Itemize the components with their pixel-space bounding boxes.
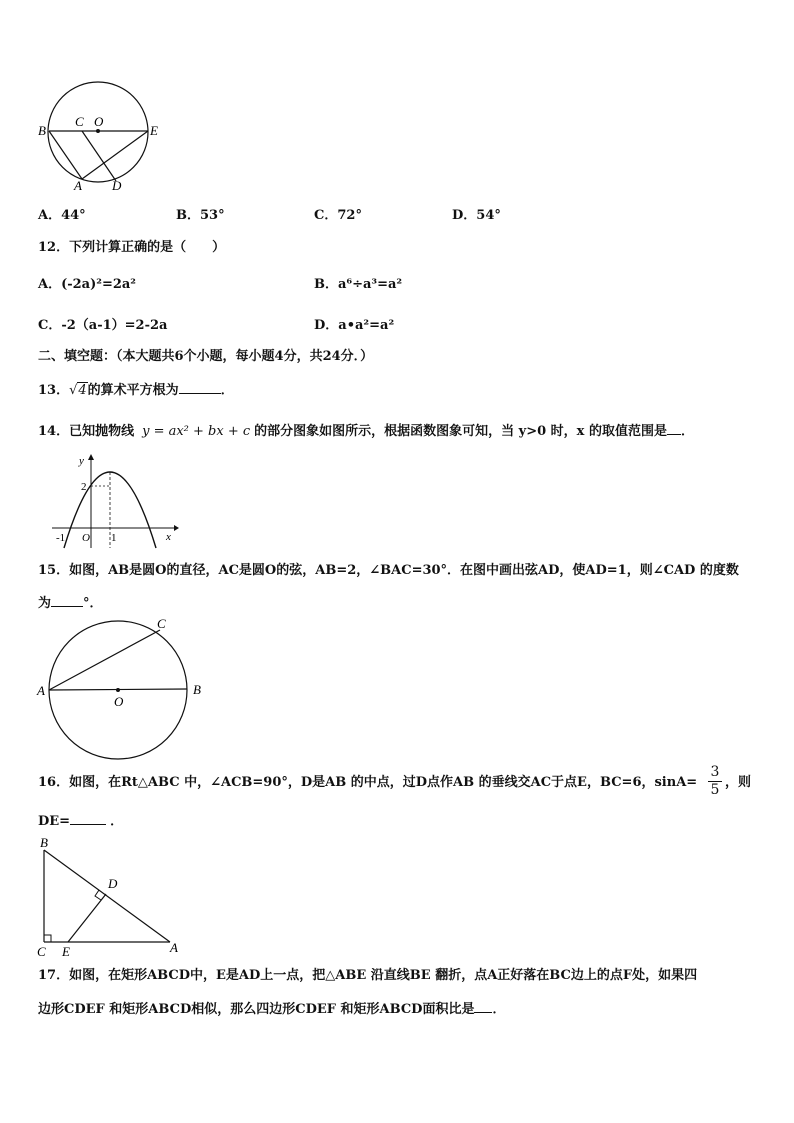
q11-option-a: A．44°	[38, 208, 86, 223]
label-C: C	[37, 944, 46, 959]
label-B: B	[193, 682, 201, 697]
q11-option-b: B．53°	[176, 208, 225, 223]
label-B: B	[38, 123, 46, 138]
q13	[38, 381, 234, 399]
q13-suffix: 的算术平方根为	[87, 383, 179, 398]
q17-line2-end: ．	[492, 1002, 506, 1017]
label-O: O	[94, 114, 104, 129]
label-D: D	[112, 178, 122, 193]
q11-option-d: D．54°	[452, 208, 501, 223]
graph-label-2: 2	[81, 481, 87, 493]
q15-answer-blank[interactable]	[51, 594, 83, 607]
label-O: O	[114, 694, 124, 709]
graph-label-1: 1	[111, 532, 117, 544]
q13-radicand: 4	[78, 383, 87, 398]
q12-stem: 12．下列计算正确的是（ ）	[38, 240, 226, 255]
label-C: C	[75, 114, 84, 129]
q16-answer-blank[interactable]	[70, 812, 106, 825]
q11-option-c: C．72°	[314, 208, 362, 223]
q16-line2-prefix: DE=	[38, 814, 71, 829]
q14-suffix: 的部分图象如图所示，根据函数图象可知，当 y>0 时，x 的取值范围是	[254, 424, 667, 439]
fraction-numerator: 3	[710, 764, 720, 780]
q16-line1	[38, 775, 697, 791]
q17-answer-blank[interactable]	[474, 1000, 492, 1013]
q16-line2-end: ．	[110, 814, 124, 829]
section-title: 二、填空题：（本大题共6个小题，每小题4分，共24分．）	[38, 349, 374, 364]
q13-answer-blank[interactable]	[179, 381, 221, 394]
q14-end: ．	[680, 424, 694, 439]
fraction-denominator: 5	[710, 782, 720, 798]
q17-line2-prefix: 边形CDEF 和矩形ABCD相似，那么四边形CDEF 和矩形ABCD面积比是	[38, 1002, 475, 1017]
q16-line2	[38, 812, 123, 830]
q14-answer-blank[interactable]	[667, 422, 681, 435]
q16-line1-prefix: 16．如图，在Rt△ABC 中，∠ACB=90°，D是AB 的中点，过D点作AB 的垂线交AC于点E，BC=6，sinA=	[38, 775, 698, 790]
label-B: B	[40, 835, 48, 850]
q14-parabola-graph	[48, 452, 183, 552]
q16-line1-end: ，则	[725, 775, 752, 790]
q16-fraction	[708, 764, 722, 799]
graph-label-neg1: -1	[56, 532, 66, 544]
q15-line2-end: °．	[83, 596, 103, 611]
q12-option-a: A．(-2a)²=2a²	[38, 277, 137, 292]
q17-line2	[38, 1000, 505, 1018]
q15-circle-figure	[30, 610, 215, 765]
label-E: E	[62, 944, 70, 959]
label-D: D	[108, 876, 118, 891]
label-A: A	[170, 940, 178, 955]
q12-option-d: D．a•a²=a²	[314, 318, 395, 333]
graph-label-origin: O	[82, 532, 90, 544]
sqrt-sign: √	[69, 383, 78, 398]
label-A: A	[74, 178, 82, 193]
label-E: E	[150, 123, 158, 138]
q12-option-b: B．a⁶÷a³=a²	[314, 277, 403, 292]
q14-prefix: 14．已知抛物线	[38, 424, 135, 439]
q13-end: ．	[220, 383, 234, 398]
q13-prefix: 13．	[38, 383, 70, 398]
q14	[38, 422, 694, 440]
q17-line1: 17．如图，在矩形ABCD中，E是AD上一点，把△ABE 沿直线BE 翻折，点A正好落在BC边上的点F处，如果四	[38, 968, 698, 983]
graph-label-x: x	[166, 531, 171, 543]
label-A: A	[37, 683, 45, 698]
label-C: C	[157, 616, 166, 631]
q14-formula: y = ax² + bx + c	[142, 424, 251, 439]
q16-triangle-figure	[34, 834, 194, 964]
q15-line1: 15．如图，AB是圆O的直径，AC是圆O的弦，AB=2，∠BAC=30°．在图中画出弦AD，使AD=1，则∠CAD 的度数	[38, 563, 739, 578]
q15-line2-prefix: 为	[38, 596, 52, 611]
graph-label-y: y	[79, 455, 84, 467]
q11-circle-figure	[30, 80, 170, 200]
q12-option-c: C．-2（a-1）=2-2a	[38, 318, 168, 333]
